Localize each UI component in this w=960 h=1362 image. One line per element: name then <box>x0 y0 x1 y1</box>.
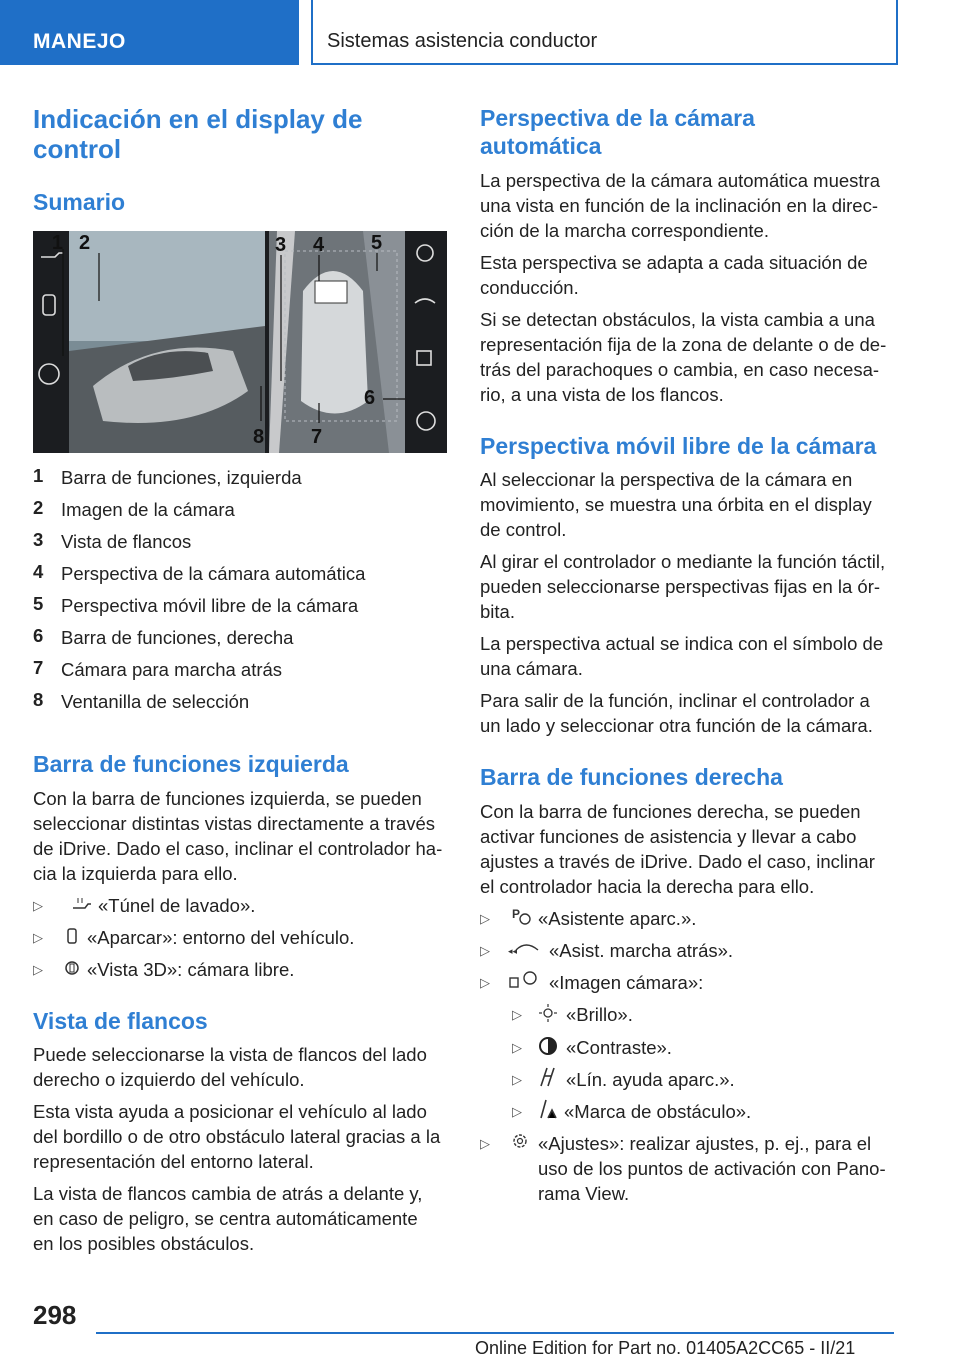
parking-guide-lines-icon <box>538 1066 558 1088</box>
text-line: uso de los puntos de activación con Pano‐ <box>538 1158 886 1179</box>
text-line: de iDrive. Dado el caso, inclinar el controlador ha‐ <box>33 838 443 859</box>
text-line: «Ajustes»: realizar ajustes, p. ej., para el <box>538 1133 872 1154</box>
legend-number: 7 <box>33 657 44 678</box>
bullet-triangle-icon: ▷ <box>512 1007 522 1022</box>
obstacle-marker-icon <box>538 1098 558 1120</box>
barra-izq-paragraph <box>33 786 442 886</box>
bullet-text: «Lín. ayuda aparc.». <box>566 1069 735 1090</box>
barra-izq-heading: Barra de funciones izquierda <box>33 751 349 777</box>
auto-heading <box>480 104 755 160</box>
bullet-text: «Brillo». <box>566 1004 633 1025</box>
text-line: Esta vista ayuda a posicionar el vehículo al lado <box>33 1101 427 1122</box>
text-line: seleccionar distintas vistas directamente a través <box>33 813 436 834</box>
settings-bullet-text <box>538 1131 886 1206</box>
text-line: en caso de peligro, se centra automáticamente <box>33 1208 418 1229</box>
movil-paragraph-4 <box>480 688 873 738</box>
flancos-paragraph-2 <box>33 1099 440 1174</box>
footer-rule <box>96 1332 894 1334</box>
text-line: una vista en función de la inclinación en la direc‐ <box>480 195 878 216</box>
bullet-triangle-icon: ▷ <box>480 975 490 990</box>
barra-der-heading: Barra de funciones derecha <box>480 764 783 790</box>
legend-number: 3 <box>33 529 44 550</box>
auto-paragraph-2 <box>480 250 868 300</box>
movil-paragraph-2 <box>480 549 885 624</box>
legend-number: 2 <box>33 497 44 518</box>
bullet-text: «Contraste». <box>566 1037 672 1058</box>
barra-der-paragraph <box>480 799 875 899</box>
text-line: cia la izquierda para ello. <box>33 863 238 884</box>
chapter-tab <box>311 0 898 65</box>
callout-5: 5 <box>371 232 383 254</box>
text-line: conducción. <box>480 277 579 298</box>
bullet-text: «Marca de obstáculo». <box>564 1101 752 1122</box>
legend-item: Vista de flancos <box>61 531 192 552</box>
legend-number: 1 <box>33 465 44 486</box>
text-line: de control. <box>480 519 567 540</box>
text-line: representación del entorno lateral. <box>33 1151 314 1172</box>
car-wash-icon <box>72 896 92 912</box>
text-line: ajustes a través de iDrive. Dado el caso, inclinar <box>480 851 875 872</box>
heading-line: Perspectiva de la cámara <box>480 105 755 131</box>
camera-image-icon <box>508 969 542 991</box>
bullet-triangle-icon: ▷ <box>480 911 490 926</box>
movil-paragraph-1 <box>480 467 872 542</box>
text-line: en los posibles obstáculos. <box>33 1233 255 1254</box>
right-function-bar <box>405 231 447 453</box>
text-line: trás del parachoques o cambia, en caso necesa‐ <box>480 359 880 380</box>
legend-item: Barra de funciones, izquierda <box>61 467 302 488</box>
text-line: un lado y seleccionar otra función de la cámara. <box>480 715 873 736</box>
callout-2: 2 <box>79 232 91 254</box>
text-line: Para salir de la función, inclinar el controlador a <box>480 690 870 711</box>
legend-number: 5 <box>33 593 44 614</box>
title-line-1: Indicación en el display de <box>33 104 363 134</box>
legend-item: Barra de funciones, derecha <box>61 627 294 648</box>
callout-6: 6 <box>364 387 376 409</box>
flancos-paragraph-1 <box>33 1042 427 1092</box>
title-line-2: control <box>33 134 122 164</box>
flancos-paragraph-3 <box>33 1181 422 1256</box>
bullet-text: «Túnel de lavado». <box>98 895 256 916</box>
view-3d-icon <box>64 958 80 978</box>
text-line: bita. <box>480 601 515 622</box>
svg-text:P: P <box>512 907 521 921</box>
text-line: Esta perspectiva se adapta a cada situación de <box>480 252 868 273</box>
page-title <box>33 104 362 164</box>
text-line: derecho o izquierdo del vehículo. <box>33 1069 305 1090</box>
text-line: Con la barra de funciones izquierda, se pueden <box>33 788 422 809</box>
bullet-triangle-icon: ▷ <box>33 930 43 945</box>
legend-number: 6 <box>33 625 44 646</box>
text-line: representación fija de la zona de delante o de de‐ <box>480 334 887 355</box>
text-line: Al girar el controlador o mediante la función táctil, <box>480 551 886 572</box>
bullet-text: «Asist. marcha atrás». <box>549 940 734 961</box>
reverse-assist-icon <box>508 940 542 956</box>
legend-item: Ventanilla de selección <box>61 691 250 712</box>
camera-display-image <box>33 231 447 453</box>
heading-line: automática <box>480 133 602 159</box>
text-line: ción de la marcha correspondiente. <box>480 220 769 241</box>
auto-paragraph-3 <box>480 307 886 407</box>
page-number: 298 <box>33 1300 77 1330</box>
movil-paragraph-3 <box>480 631 883 681</box>
section-tab <box>0 0 299 65</box>
edition-text: Online Edition for Part no. 01405A2CC65 - II/21 <box>475 1338 856 1358</box>
text-line: el controlador hacia la derecha para ello. <box>480 876 815 897</box>
text-line: La perspectiva actual se indica con el símbolo de <box>480 633 884 654</box>
bullet-triangle-icon: ▷ <box>480 1136 490 1151</box>
brightness-icon <box>538 1003 558 1023</box>
legend-number: 8 <box>33 689 44 710</box>
section-label: MANEJO <box>33 30 126 53</box>
text-line: movimiento, se muestra una órbita en el display <box>480 494 872 515</box>
bullet-text: «Aparcar»: entorno del vehículo. <box>87 927 355 948</box>
flancos-heading: Vista de flancos <box>33 1008 208 1034</box>
text-line: rio, a una vista de los flancos. <box>480 384 724 405</box>
bullet-triangle-icon: ▷ <box>512 1040 522 1055</box>
text-line: una cámara. <box>480 658 583 679</box>
auto-paragraph-1 <box>480 168 880 243</box>
bullet-triangle-icon: ▷ <box>512 1072 522 1087</box>
legend-item: Cámara para marcha atrás <box>61 659 283 680</box>
bullet-triangle-icon: ▷ <box>33 962 43 977</box>
movil-heading: Perspectiva móvil libre de la cámara <box>480 433 877 459</box>
bullet-text: «Imagen cámara»: <box>549 972 704 993</box>
callout-7: 7 <box>311 426 323 448</box>
sumario-heading: Sumario <box>33 189 126 215</box>
chapter-label: Sistemas asistencia conductor <box>327 30 598 52</box>
svg-text:◂◂: ◂◂ <box>508 946 518 956</box>
callout-3: 3 <box>275 234 287 256</box>
park-assist-icon <box>512 906 532 926</box>
legend-item: Perspectiva de la cámara automática <box>61 563 366 584</box>
text-line: activar funciones de asistencia y llevar a cabo <box>480 826 857 847</box>
text-line: rama View. <box>538 1183 630 1204</box>
text-line: del bordillo o de otro obstáculo lateral gracias a la <box>33 1126 441 1147</box>
callout-8: 8 <box>253 426 265 448</box>
bullet-triangle-icon: ▷ <box>512 1104 522 1119</box>
legend-item: Perspectiva móvil libre de la cámara <box>61 595 359 616</box>
legend-item: Imagen de la cámara <box>61 499 235 520</box>
bullet-text: «Vista 3D»: cámara libre. <box>87 959 295 980</box>
parking-view-icon <box>65 926 79 946</box>
callout-4: 4 <box>313 234 325 256</box>
bullet-triangle-icon: ▷ <box>480 943 490 958</box>
settings-gear-icon <box>510 1131 530 1151</box>
callout-1: 1 <box>51 232 63 254</box>
contrast-icon <box>538 1036 558 1056</box>
text-line: Con la barra de funciones derecha, se pueden <box>480 801 861 822</box>
text-line: La perspectiva de la cámara automática muestra <box>480 170 881 191</box>
text-line: Puede seleccionarse la vista de flancos del lado <box>33 1044 427 1065</box>
text-line: pueden seleccionarse perspectivas fijas en la ór‐ <box>480 576 881 597</box>
legend-number: 4 <box>33 561 44 582</box>
text-line: Si se detectan obstáculos, la vista cambia a una <box>480 309 875 330</box>
bullet-text: «Asistente aparc.». <box>538 908 697 929</box>
text-line: Al seleccionar la perspectiva de la cámara en <box>480 469 853 490</box>
text-line: La vista de flancos cambia de atrás a delante y, <box>33 1183 423 1204</box>
bullet-triangle-icon: ▷ <box>33 898 43 913</box>
